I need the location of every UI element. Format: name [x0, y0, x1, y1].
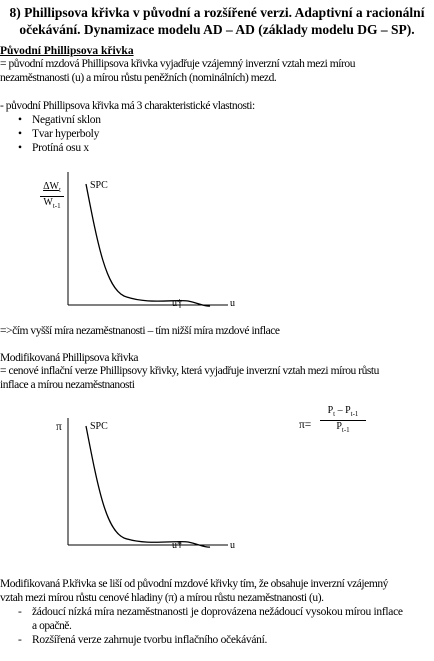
graph1-y-label: $\Delta W_t$ $W_{t-1}$	[40, 181, 64, 212]
property-item: • Tvar hyperboly	[0, 127, 101, 141]
graph1-curve-label: SPC	[90, 180, 108, 191]
final-text-line-1: Modifikovaná P.křivka se liší od původní mzdové křivky tím, že obsahuje inverzní vzájemný	[0, 578, 388, 590]
final-item: - Rozšířená verze zahrnuje tvorbu inflačního očekávání.	[0, 633, 267, 647]
original-definition-line-2: nezaměstnanosti (u) a mírou růstu peněžních (nominálních) mezd.	[0, 72, 277, 84]
final-item-continuation: a opačně.	[32, 620, 72, 632]
inflation-formula: $P_t - P_{t-1}$ $P_{t-1}$	[320, 405, 366, 436]
final-item: - žádoucí nízká míra nezaměstnanosti je doprovázena nežádoucí vysokou mírou inflace	[0, 605, 403, 619]
final-list-2	[0, 633, 267, 647]
graph2-natural-rate-label: u*	[172, 540, 182, 551]
modified-definition-line-1: = cenové inflační verze Phillipsovy křivky, která vyjadřuje inverzní vztah mezi mírou růstu	[0, 365, 379, 377]
heading-line-1: 8) Phillipsova křivka v původní a rozšířené verzi. Adaptivní a racionální	[9, 5, 425, 20]
final-list	[0, 605, 403, 619]
original-definition-line-1: = původní mzdová Phillipsova křivka vyjadřuje vzájemný inverzní vztah mezi mírou	[0, 58, 356, 70]
graph1-natural-rate-label: u*	[172, 298, 182, 309]
property-item: • Protíná osu x	[0, 141, 101, 155]
formula-lhs: π=	[299, 419, 312, 431]
graph2-x-label: u	[230, 540, 235, 551]
graph2-curve	[86, 426, 210, 547]
property-item: • Negativní sklon	[0, 113, 101, 127]
modified-definition-line-2: inflace a mírou nezaměstnanosti	[0, 379, 135, 391]
graph2-curve-label: SPC	[90, 421, 108, 432]
conclusion-text: =>čím vyšší míra nezaměstnanosti – tím nižší míra mzdové inflace	[0, 325, 280, 337]
heading-line-2: očekávání. Dynamizace modelu AD – AD (základy modelu DG – SP).	[19, 22, 415, 37]
section-title-modified: Modifikovaná Phillipsova křivka	[0, 352, 139, 364]
graph2-y-label: π	[56, 421, 62, 433]
graph1-x-label: u	[230, 298, 235, 309]
final-text-line-2: vztah mezi mírou růstu cenové hladiny (π) a mírou růstu nezaměstnanosti (u).	[0, 592, 324, 604]
properties-intro: - původní Phillipsova křivka má 3 charakteristické vlastnosti:	[0, 100, 255, 112]
section-title-original: Původní Phillipsova křivka	[0, 45, 134, 57]
